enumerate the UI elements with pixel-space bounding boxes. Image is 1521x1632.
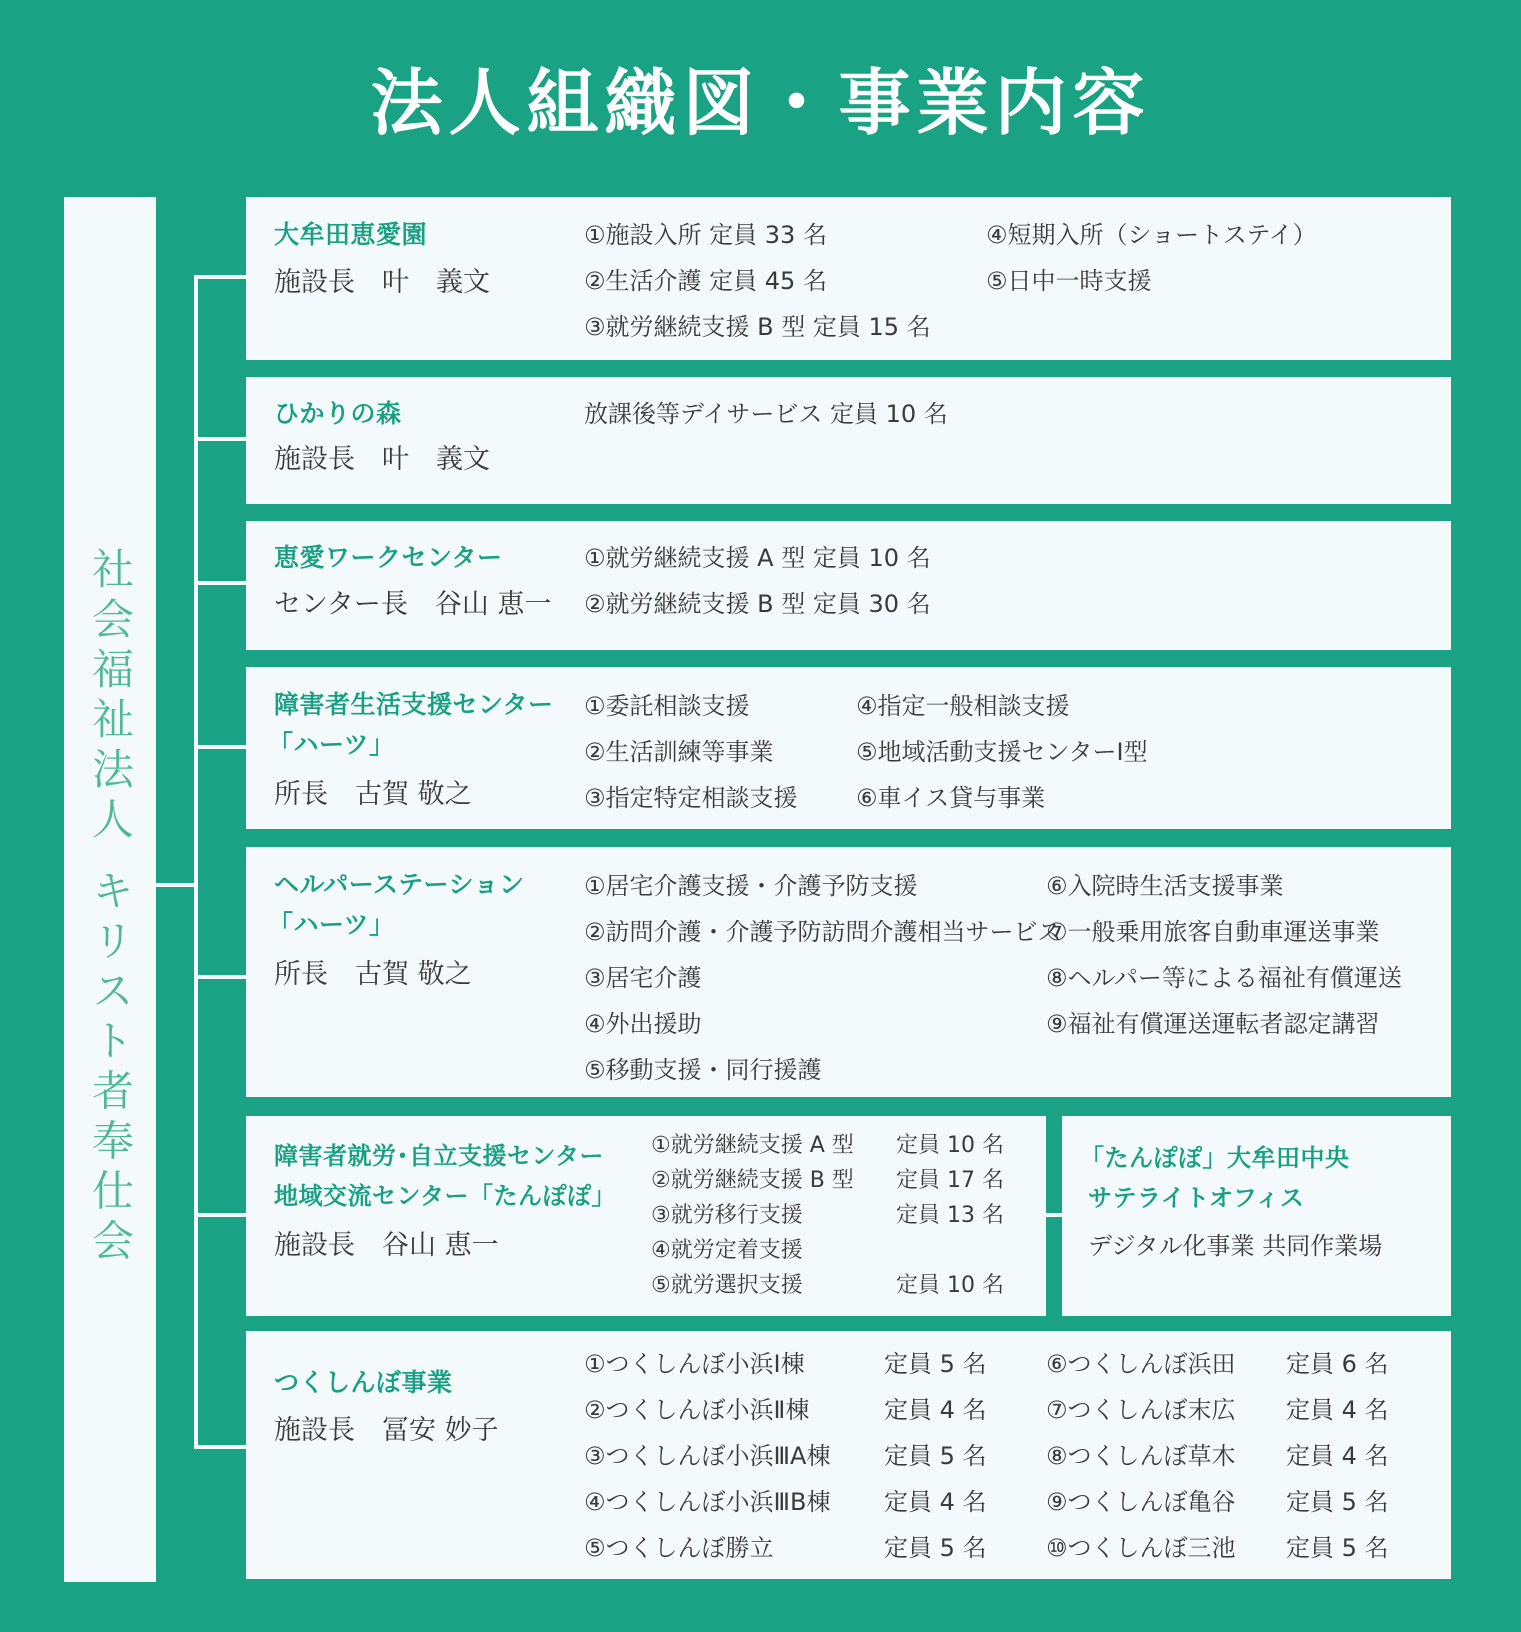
connector-unit-2 <box>194 437 246 441</box>
service-item: ①就労継続支援 A 型 定員 10 名 <box>584 544 931 572</box>
connector-unit-1 <box>194 275 246 279</box>
service-list <box>1046 1341 1389 1571</box>
satellite-description: デジタル化事業 共同作業場 <box>1088 1232 1383 1260</box>
unit-name-line: 「ハーツ」 <box>268 910 395 939</box>
service-list <box>584 1341 987 1571</box>
unit-name-line: ヘルパーステーション <box>274 870 525 899</box>
service-list <box>651 1128 1004 1303</box>
unit-name <box>274 1136 616 1216</box>
connector-satellite <box>1046 1213 1062 1217</box>
unit-box-tanpopo-satellite-office <box>1062 1116 1451 1316</box>
unit-box-tsukushinbo <box>246 1331 1451 1579</box>
unit-name-line: 「たんぽぽ」大牟田中央 <box>1080 1144 1350 1172</box>
service-item: ②つくしんぼ小浜Ⅱ棟 定員 4 名 <box>584 1396 987 1424</box>
service-item: ⑤地域活動支援センターⅠ型 <box>856 738 1148 766</box>
service-item: ⑤つくしんぼ勝立 定員 5 名 <box>584 1534 987 1562</box>
service-list <box>584 683 798 821</box>
unit-head: センター長 谷山 恵一 <box>274 589 552 620</box>
connector-trunk <box>194 275 198 1449</box>
unit-name <box>1080 1138 1350 1218</box>
service-item: ④短期入所（ショートステイ） <box>986 221 1317 249</box>
service-item: ⑧ヘルパー等による福祉有償運送 <box>1046 964 1402 992</box>
service-item: ②生活訓練等事業 <box>584 738 774 766</box>
unit-head: 施設長 冨安 妙子 <box>274 1415 499 1446</box>
service-item: ②生活介護 定員 45 名 <box>584 267 827 295</box>
unit-name: ひかりの森 <box>274 399 402 428</box>
service-item: ⑦一般乗用旅客自動車運送事業 <box>1046 918 1380 946</box>
connector-unit-4 <box>194 745 246 749</box>
unit-name <box>268 865 525 945</box>
unit-head: 所長 古賀 敬之 <box>274 779 472 810</box>
service-item: ⑨つくしんぼ亀谷 定員 5 名 <box>1046 1488 1389 1516</box>
organization-box <box>64 197 156 1582</box>
service-list <box>986 212 1317 304</box>
service-item: ③つくしんぼ小浜ⅢA棟 定員 5 名 <box>584 1442 987 1470</box>
service-item: ①つくしんぼ小浜Ⅰ棟 定員 5 名 <box>584 1350 987 1378</box>
service-item: ③指定特定相談支援 <box>584 784 798 812</box>
service-list <box>584 535 931 627</box>
service-item: ⑦つくしんぼ末広 定員 4 名 <box>1046 1396 1389 1424</box>
service-list <box>856 683 1148 821</box>
service-item: ④つくしんぼ小浜ⅢB棟 定員 4 名 <box>584 1488 987 1516</box>
service-item: ⑨福祉有償運送運転者認定講習 <box>1046 1010 1380 1038</box>
organization-name: 社会福祉法人 キリスト者奉仕会 <box>86 547 135 1269</box>
service-item: ②就労継続支援 B 型 定員 17 名 <box>651 1168 1004 1193</box>
service-item: ⑤日中一時支援 <box>986 267 1152 295</box>
unit-box-hearts-support-center <box>246 667 1451 829</box>
unit-name-line: サテライトオフィス <box>1088 1184 1305 1212</box>
service-item: ④就労定着支援 <box>651 1238 803 1263</box>
service-item: ④指定一般相談支援 <box>856 692 1070 720</box>
unit-name <box>268 685 554 765</box>
service-item: ①就労継続支援 A 型 定員 10 名 <box>651 1133 1004 1158</box>
unit-name-line: 「ハーツ」 <box>268 730 395 759</box>
service-item: ⑤就労選択支援 定員 10 名 <box>651 1273 1004 1298</box>
service-list <box>1046 863 1402 1047</box>
service-list <box>584 212 931 350</box>
service-item: ⑥入院時生活支援事業 <box>1046 872 1284 900</box>
connector-unit-6 <box>194 1213 246 1217</box>
service-item: ④外出援助 <box>584 1010 702 1038</box>
service-list <box>584 391 948 437</box>
service-item: ③居宅介護 <box>584 964 702 992</box>
service-item: ②訪問介護・介護予防訪問介護相当サービス <box>584 918 1062 946</box>
unit-name-line: 障害者就労･自立支援センター <box>274 1142 605 1170</box>
connector-unit-7 <box>194 1445 246 1449</box>
unit-box-omuta-keiaien <box>246 197 1451 360</box>
service-item: ①委託相談支援 <box>584 692 750 720</box>
unit-box-helper-station-hearts <box>246 847 1451 1097</box>
service-item: ①居宅介護支援・介護予防支援 <box>584 872 918 900</box>
page-title: 法人組織図・事業内容 <box>370 60 1151 145</box>
service-list <box>584 863 1062 1093</box>
unit-head: 所長 古賀 敬之 <box>274 959 472 990</box>
connector-unit-3 <box>194 581 246 585</box>
unit-box-keiai-work-center <box>246 521 1451 650</box>
unit-box-hikari-no-mori <box>246 377 1451 504</box>
service-item: ⑧つくしんぼ草木 定員 4 名 <box>1046 1442 1389 1470</box>
service-item: ⑥つくしんぼ浜田 定員 6 名 <box>1046 1350 1389 1378</box>
unit-head: 施設長 叶 義文 <box>274 444 490 475</box>
service-item: 放課後等デイサービス 定員 10 名 <box>584 400 948 428</box>
unit-head: 施設長 谷山 恵一 <box>274 1230 499 1261</box>
unit-name: つくしんぼ事業 <box>274 1368 453 1397</box>
unit-name: 恵愛ワークセンター <box>274 543 503 572</box>
unit-name-line: 地域交流センター「たんぽぽ」 <box>274 1182 617 1210</box>
service-item: ⑤移動支援・同行援護 <box>584 1056 822 1084</box>
service-item: ①施設入所 定員 33 名 <box>584 221 827 249</box>
unit-head: 施設長 叶 義文 <box>274 267 490 298</box>
connector-unit-5 <box>194 975 246 979</box>
unit-name-line: 障害者生活支援センター <box>274 690 554 719</box>
service-item: ②就労継続支援 B 型 定員 30 名 <box>584 590 931 618</box>
connector-org-to-trunk <box>156 883 198 887</box>
service-item: ③就労移行支援 定員 13 名 <box>651 1203 1004 1228</box>
service-item: ⑩つくしんぼ三池 定員 5 名 <box>1046 1534 1389 1562</box>
service-item: ③就労継続支援 B 型 定員 15 名 <box>584 313 931 341</box>
service-item: ⑥車イス貸与事業 <box>856 784 1046 812</box>
unit-name: 大牟田恵愛園 <box>274 220 428 249</box>
unit-box-tanpopo-center <box>246 1116 1046 1316</box>
